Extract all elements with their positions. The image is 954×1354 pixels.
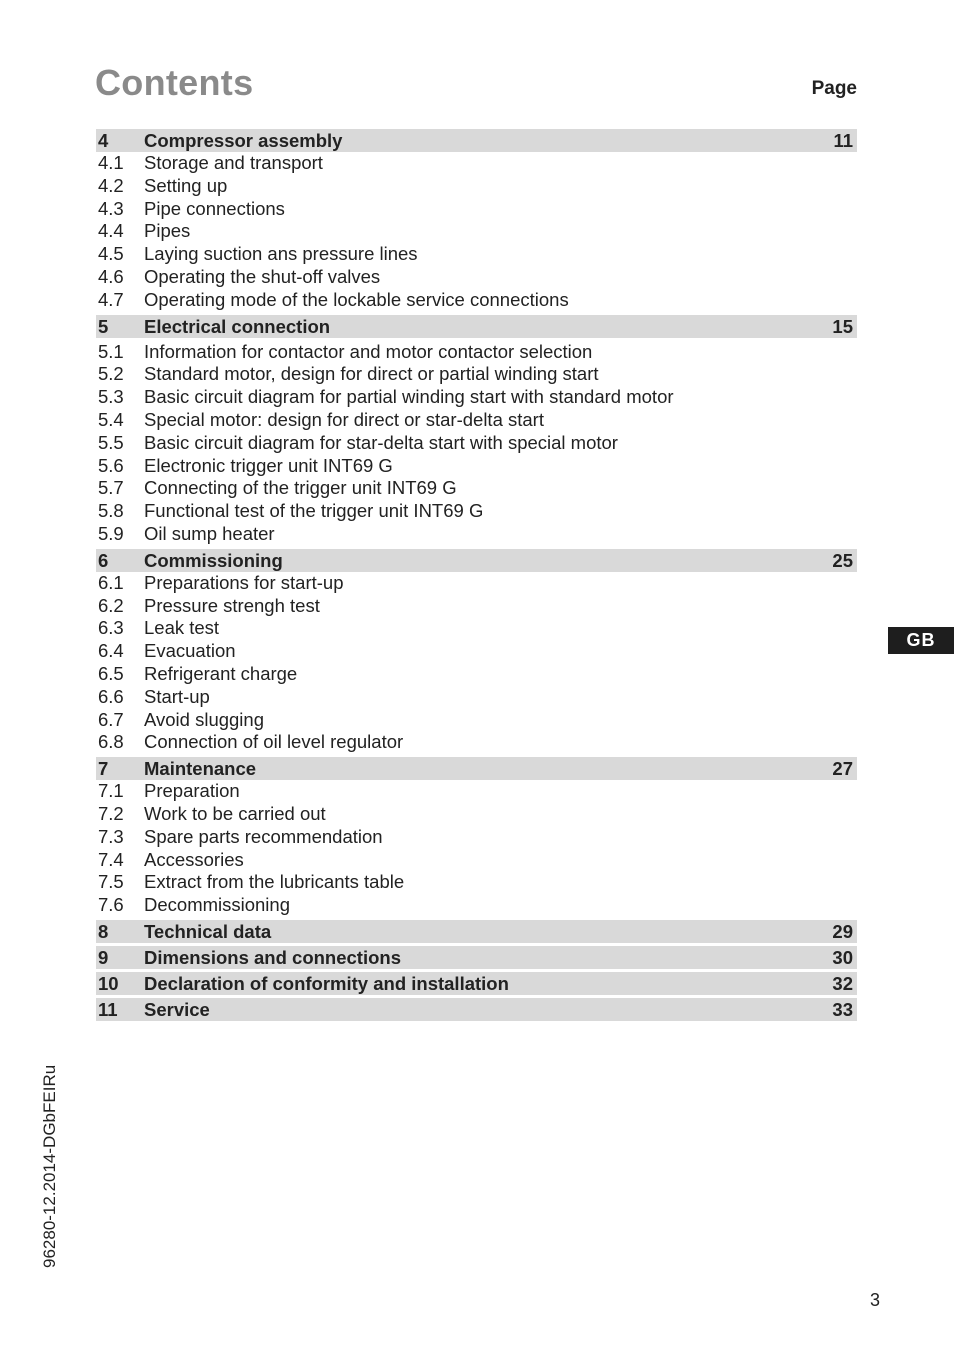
entry-title: Work to be carried out xyxy=(144,802,326,824)
entry-title: Oil sump heater xyxy=(144,522,275,544)
section-number: 7 xyxy=(98,758,109,780)
toc-section-heading xyxy=(96,757,857,780)
entry-number: 5.4 xyxy=(98,408,124,430)
toc-section xyxy=(96,549,857,754)
toc-entry xyxy=(96,220,857,243)
entry-title: Refrigerant charge xyxy=(144,662,298,684)
toc-section xyxy=(96,757,857,917)
toc-section xyxy=(96,946,857,969)
entry-number: 7.5 xyxy=(98,871,124,893)
entry-title: Start-up xyxy=(144,685,210,707)
toc-entry xyxy=(96,243,857,266)
entry-title: Pipes xyxy=(144,220,191,242)
toc-entry xyxy=(96,731,857,754)
section-number: 10 xyxy=(98,972,119,994)
entry-number: 6.4 xyxy=(98,640,124,662)
toc-section-heading xyxy=(96,920,857,943)
entry-title: Storage and transport xyxy=(144,152,323,173)
toc-entry xyxy=(96,617,857,640)
entry-title: Leak test xyxy=(144,617,220,639)
entry-title: Decommissioning xyxy=(144,894,290,916)
section-page: 29 xyxy=(832,920,853,942)
section-title: Compressor assembly xyxy=(144,130,343,151)
entry-number: 4.6 xyxy=(98,265,124,287)
entry-number: 4.7 xyxy=(98,288,124,310)
page-title: Contents xyxy=(95,62,254,103)
entry-number: 5.9 xyxy=(98,522,124,544)
section-title: Dimensions and connections xyxy=(144,946,401,968)
toc-entry xyxy=(96,198,857,221)
section-title: Service xyxy=(144,998,210,1020)
entry-title: Basic circuit diagram for star-delta start with special motor xyxy=(144,431,618,453)
section-title: Electrical connection xyxy=(144,315,331,337)
entry-number: 4.5 xyxy=(98,243,124,265)
entry-title: Standard motor, design for direct or partial winding start xyxy=(144,363,599,385)
toc-section-heading xyxy=(96,972,857,995)
section-title: Commissioning xyxy=(144,549,283,571)
section-page: 30 xyxy=(832,946,853,968)
entry-number: 7.4 xyxy=(98,848,124,870)
entry-number: 7.3 xyxy=(98,825,124,847)
entry-title: Operating mode of the lockable service connections xyxy=(144,288,569,310)
entry-title: Special motor: design for direct or star-delta start xyxy=(144,408,544,430)
entry-title: Pipe connections xyxy=(144,197,285,219)
toc-entry xyxy=(96,523,857,546)
section-number: 6 xyxy=(98,549,109,571)
toc-entry xyxy=(96,803,857,826)
entry-title: Laying suction ans pressure lines xyxy=(144,243,418,265)
toc-entry xyxy=(96,477,857,500)
entry-title: Evacuation xyxy=(144,640,236,662)
section-page: 15 xyxy=(832,315,853,337)
entry-title: Pressure strengh test xyxy=(144,594,320,616)
toc-section xyxy=(96,315,857,546)
entry-number: 5.7 xyxy=(98,477,124,499)
toc-section-heading xyxy=(96,549,857,572)
entry-title: Electronic trigger unit INT69 G xyxy=(144,454,393,476)
entry-number: 6.5 xyxy=(98,662,124,684)
page-column-header: Page xyxy=(811,78,857,99)
entry-title: Connection of oil level regulator xyxy=(144,731,404,753)
toc-entry xyxy=(96,595,857,618)
section-page: 25 xyxy=(832,549,853,571)
entry-title: Information for contactor and motor contactor selection xyxy=(144,340,593,362)
entry-number: 5.8 xyxy=(98,500,124,522)
toc-entry xyxy=(96,266,857,289)
toc-entry xyxy=(96,289,857,312)
entry-title: Extract from the lubricants table xyxy=(144,871,405,893)
toc-section-heading xyxy=(96,315,857,338)
toc-section xyxy=(96,129,857,312)
entry-title: Basic circuit diagram for partial winding start with standard motor xyxy=(144,386,674,408)
section-page: 27 xyxy=(832,758,853,780)
entry-number: 4.4 xyxy=(98,220,124,242)
toc-entry xyxy=(96,386,857,409)
entry-number: 5.3 xyxy=(98,386,124,408)
toc-section xyxy=(96,998,857,1021)
toc-entry xyxy=(96,871,857,894)
entry-number: 6.1 xyxy=(98,571,124,593)
toc-entry xyxy=(96,363,857,386)
entry-number: 7.1 xyxy=(98,780,124,802)
toc-entry xyxy=(96,409,857,432)
entry-title: Setting up xyxy=(144,174,228,196)
toc-entry xyxy=(96,432,857,455)
entry-title: Accessories xyxy=(144,848,244,870)
language-tab-gb: GB xyxy=(888,627,954,654)
section-number: 4 xyxy=(98,130,109,151)
toc-section-heading xyxy=(96,129,857,152)
toc-entry xyxy=(96,663,857,686)
entry-title: Spare parts recommendation xyxy=(144,825,383,847)
entry-number: 6.2 xyxy=(98,594,124,616)
toc-entry xyxy=(96,709,857,732)
section-page: 32 xyxy=(832,972,853,994)
section-title: Technical data xyxy=(144,920,272,942)
section-title: Maintenance xyxy=(144,758,257,780)
section-page: 11 xyxy=(833,130,853,151)
entry-number: 5.1 xyxy=(98,340,124,362)
entry-number: 4.3 xyxy=(98,197,124,219)
toc-entry xyxy=(96,175,857,198)
entry-number: 6.6 xyxy=(98,685,124,707)
toc-entry xyxy=(96,341,857,364)
toc-entry xyxy=(96,500,857,523)
toc-entry xyxy=(96,640,857,663)
section-page: 33 xyxy=(832,998,853,1020)
toc-entry xyxy=(96,686,857,709)
toc-entry xyxy=(96,572,857,595)
entry-title: Operating the shut-off valves xyxy=(144,265,381,287)
section-number: 9 xyxy=(98,946,109,968)
toc-entry xyxy=(96,849,857,872)
toc-section xyxy=(96,972,857,995)
entry-number: 6.7 xyxy=(98,708,124,730)
toc-entry xyxy=(96,780,857,803)
entry-number: 5.5 xyxy=(98,431,124,453)
section-title: Declaration of conformity and installation xyxy=(144,972,509,994)
entry-number: 5.6 xyxy=(98,454,124,476)
toc-section-heading xyxy=(96,998,857,1021)
section-number: 11 xyxy=(98,998,118,1020)
entry-number: 7.2 xyxy=(98,802,124,824)
toc-entry xyxy=(96,894,857,917)
entry-number: 6.8 xyxy=(98,731,124,753)
section-number: 5 xyxy=(98,315,109,337)
document-code: 96280-12.2014-DGbFEIRu xyxy=(40,1064,59,1268)
entry-title: Connecting of the trigger unit INT69 G xyxy=(144,477,457,499)
toc-entry xyxy=(96,826,857,849)
page-number: 3 xyxy=(869,1290,880,1310)
toc-entry xyxy=(96,152,857,175)
table-of-contents xyxy=(96,129,857,1024)
entry-title: Preparations for start-up xyxy=(144,571,344,593)
entry-number: 7.6 xyxy=(98,894,124,916)
entry-number: 6.3 xyxy=(98,617,124,639)
entry-title: Functional test of the trigger unit INT69 G xyxy=(144,500,484,522)
entry-title: Preparation xyxy=(144,780,240,802)
toc-entry xyxy=(96,455,857,478)
toc-section-heading xyxy=(96,946,857,969)
section-number: 8 xyxy=(98,920,109,942)
toc-section xyxy=(96,920,857,943)
entry-title: Avoid slugging xyxy=(144,708,264,730)
entry-number: 4.2 xyxy=(98,174,124,196)
entry-number: 5.2 xyxy=(98,363,124,385)
entry-number: 4.1 xyxy=(98,152,124,173)
